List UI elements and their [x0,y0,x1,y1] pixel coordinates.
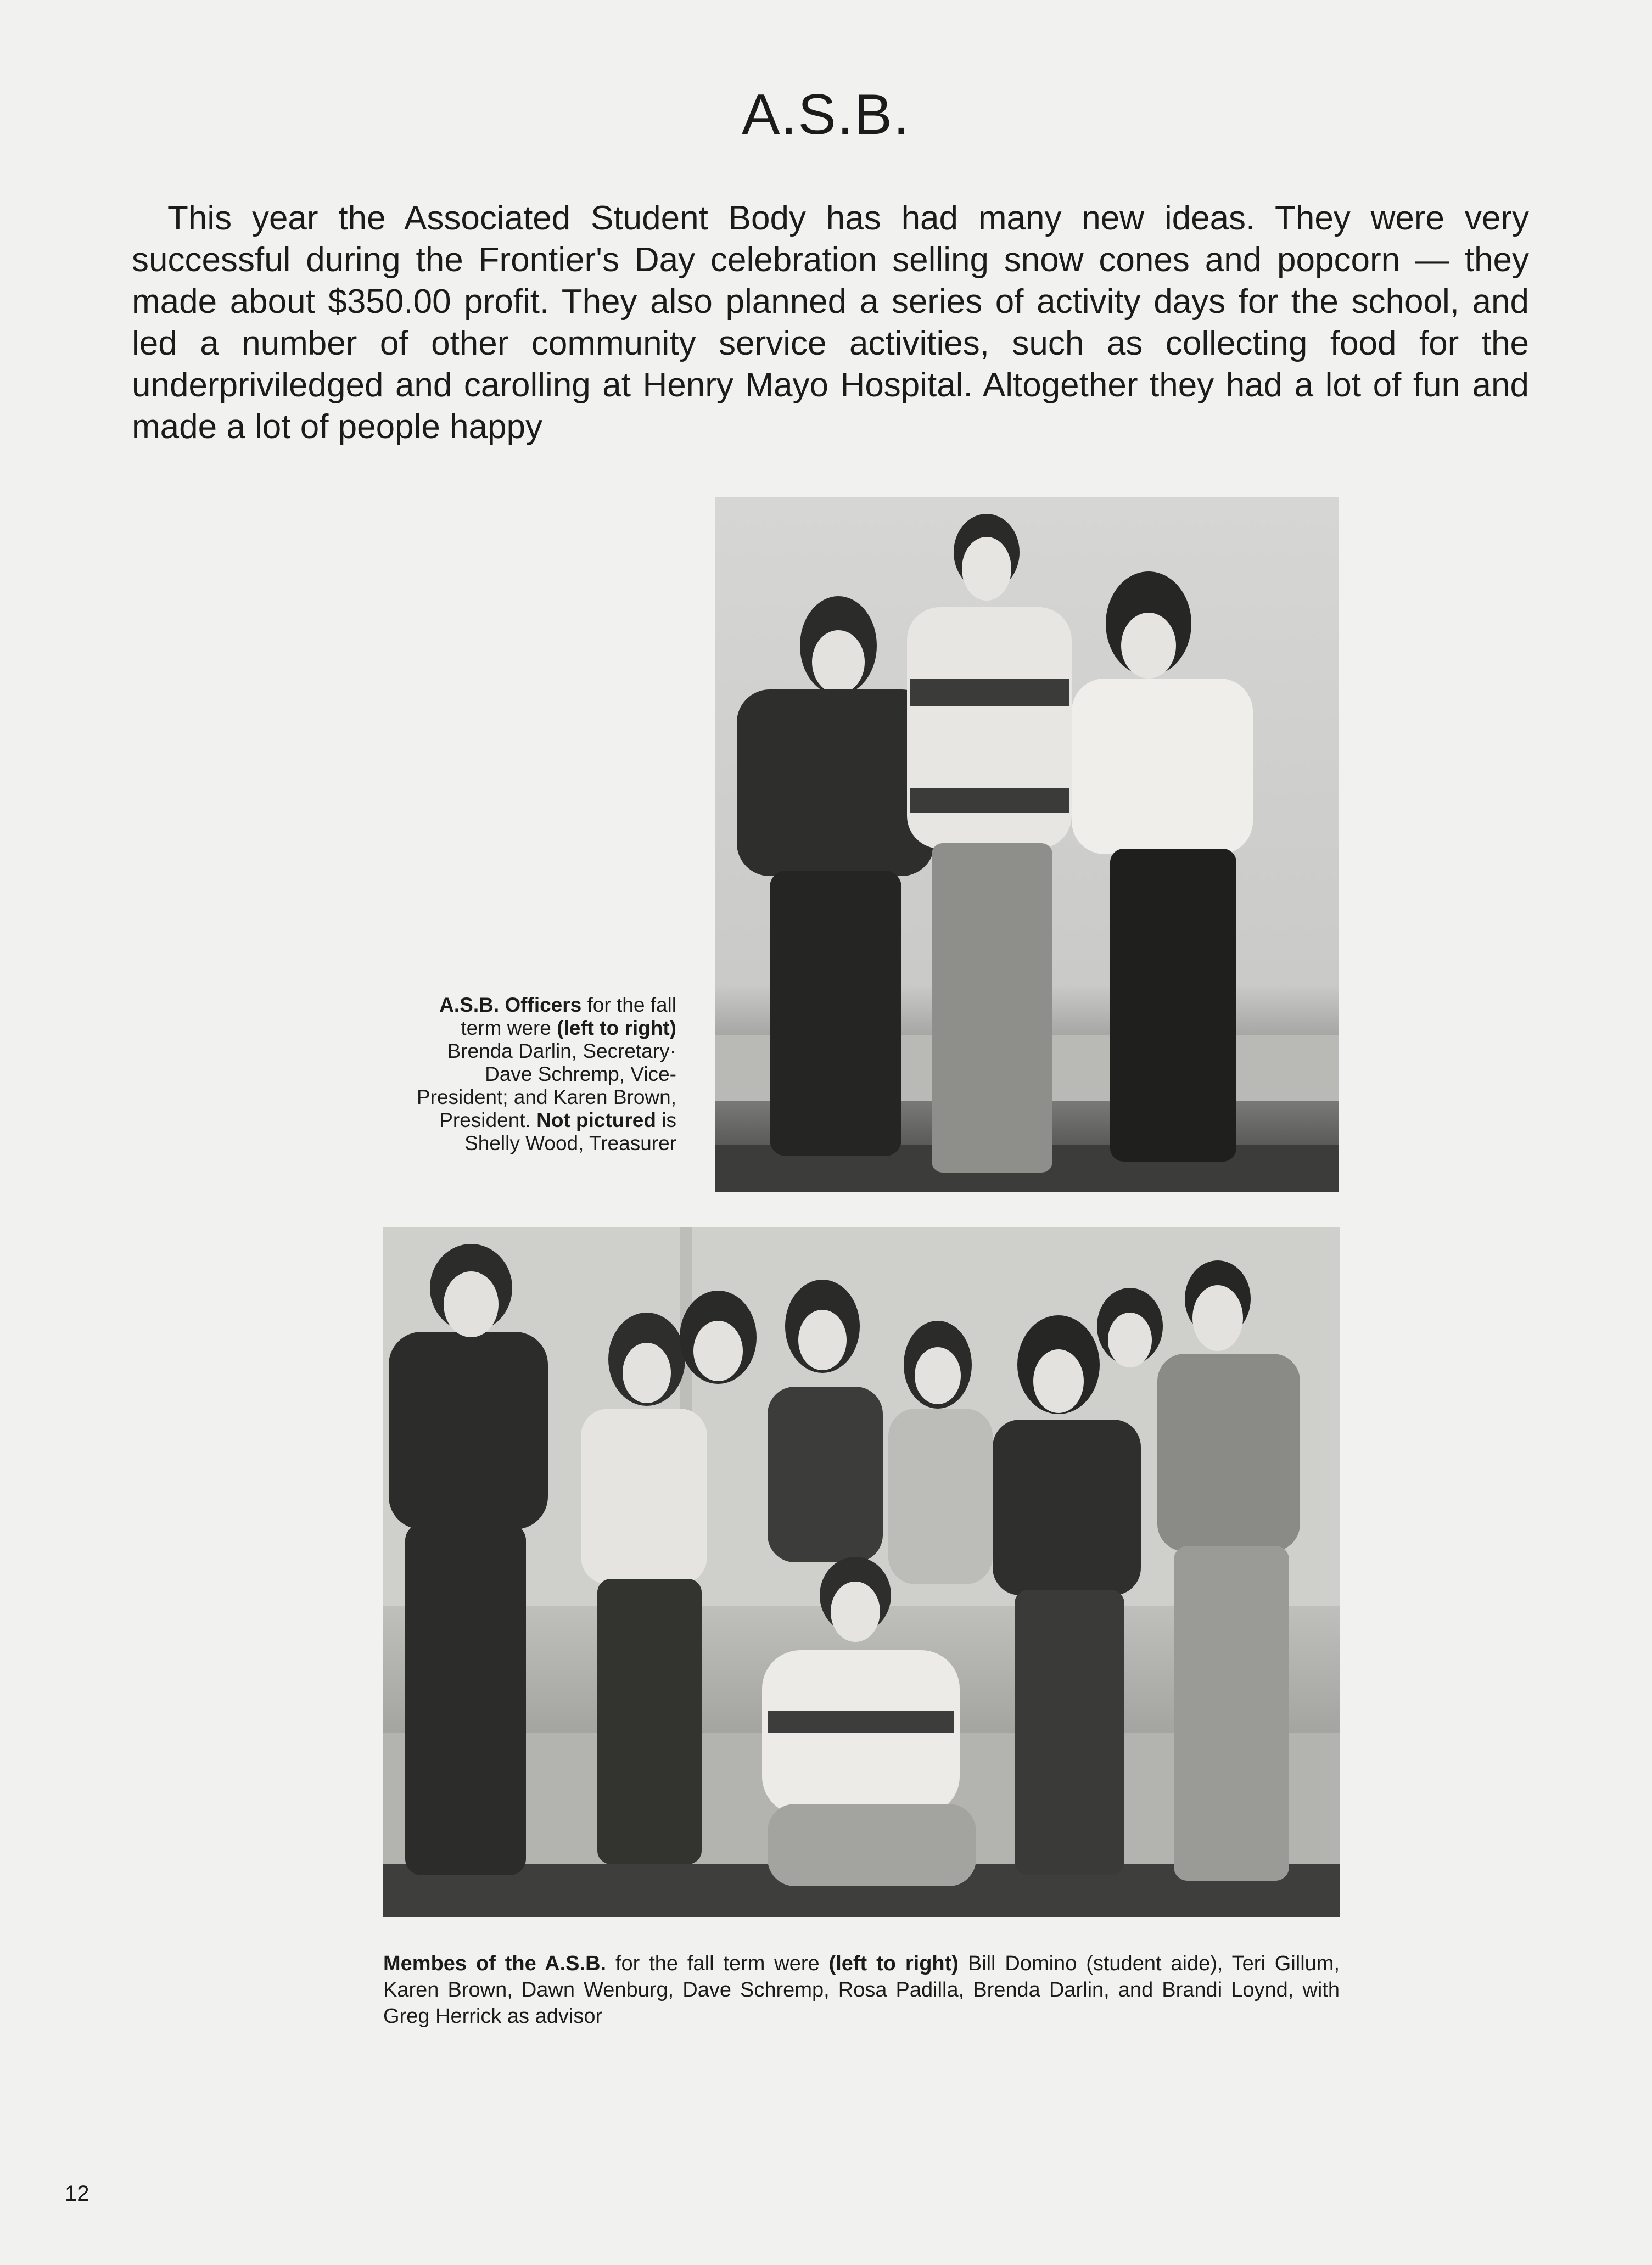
officers-caption-ltr: (left to right) [557,1017,676,1039]
members-caption-text1: for the fall term were [606,1952,829,1975]
intro-paragraph: This year the Associated Student Body has had many new ideas. They were very successful during the Frontier's Day celebration selling snow cones and popcorn — they made about $350.00 profit. They also planned a series of activity days for the school, and led a number of other community service activities, such as collecting food for the underpriviledged and carolling at Henry Mayo Hospital. Altogether they had a lot of fun and made a lot of people happy [132,199,1529,446]
page-title: A.S.B. [742,83,910,147]
officers-photo [715,497,1339,1192]
officers-caption-lead: A.S.B. Officers [439,994,582,1016]
officers-photo-figures [715,497,1339,1192]
officers-caption-text2: Brenda Darlin, Secretary· Dave Schremp, Vice-President; and Karen Brown, President. [416,1040,676,1131]
page-number: 12 [65,2182,89,2206]
officers-caption [412,994,676,1155]
officers-caption-not-pictured: Not pictured [536,1109,656,1131]
members-caption-lead: Membes of the A.S.B. [383,1952,607,1975]
members-photo-figures [383,1227,1340,1917]
officers-caption-text3: is Shelly Wood, Treasurer [464,1109,676,1154]
members-photo [383,1227,1340,1917]
members-caption-text2: Bill Domino (student aide), Teri Gillum, Karen Brown, Dawn Wenburg, Dave Schremp, Rosa Padilla, Brenda Darlin, and Brandi Loynd, with Greg Herrick as advisor [383,1952,1340,2028]
officers-caption-text1: for the fall term were [461,994,676,1039]
members-caption [383,1950,1340,2029]
members-caption-ltr: (left to right) [828,1952,959,1975]
